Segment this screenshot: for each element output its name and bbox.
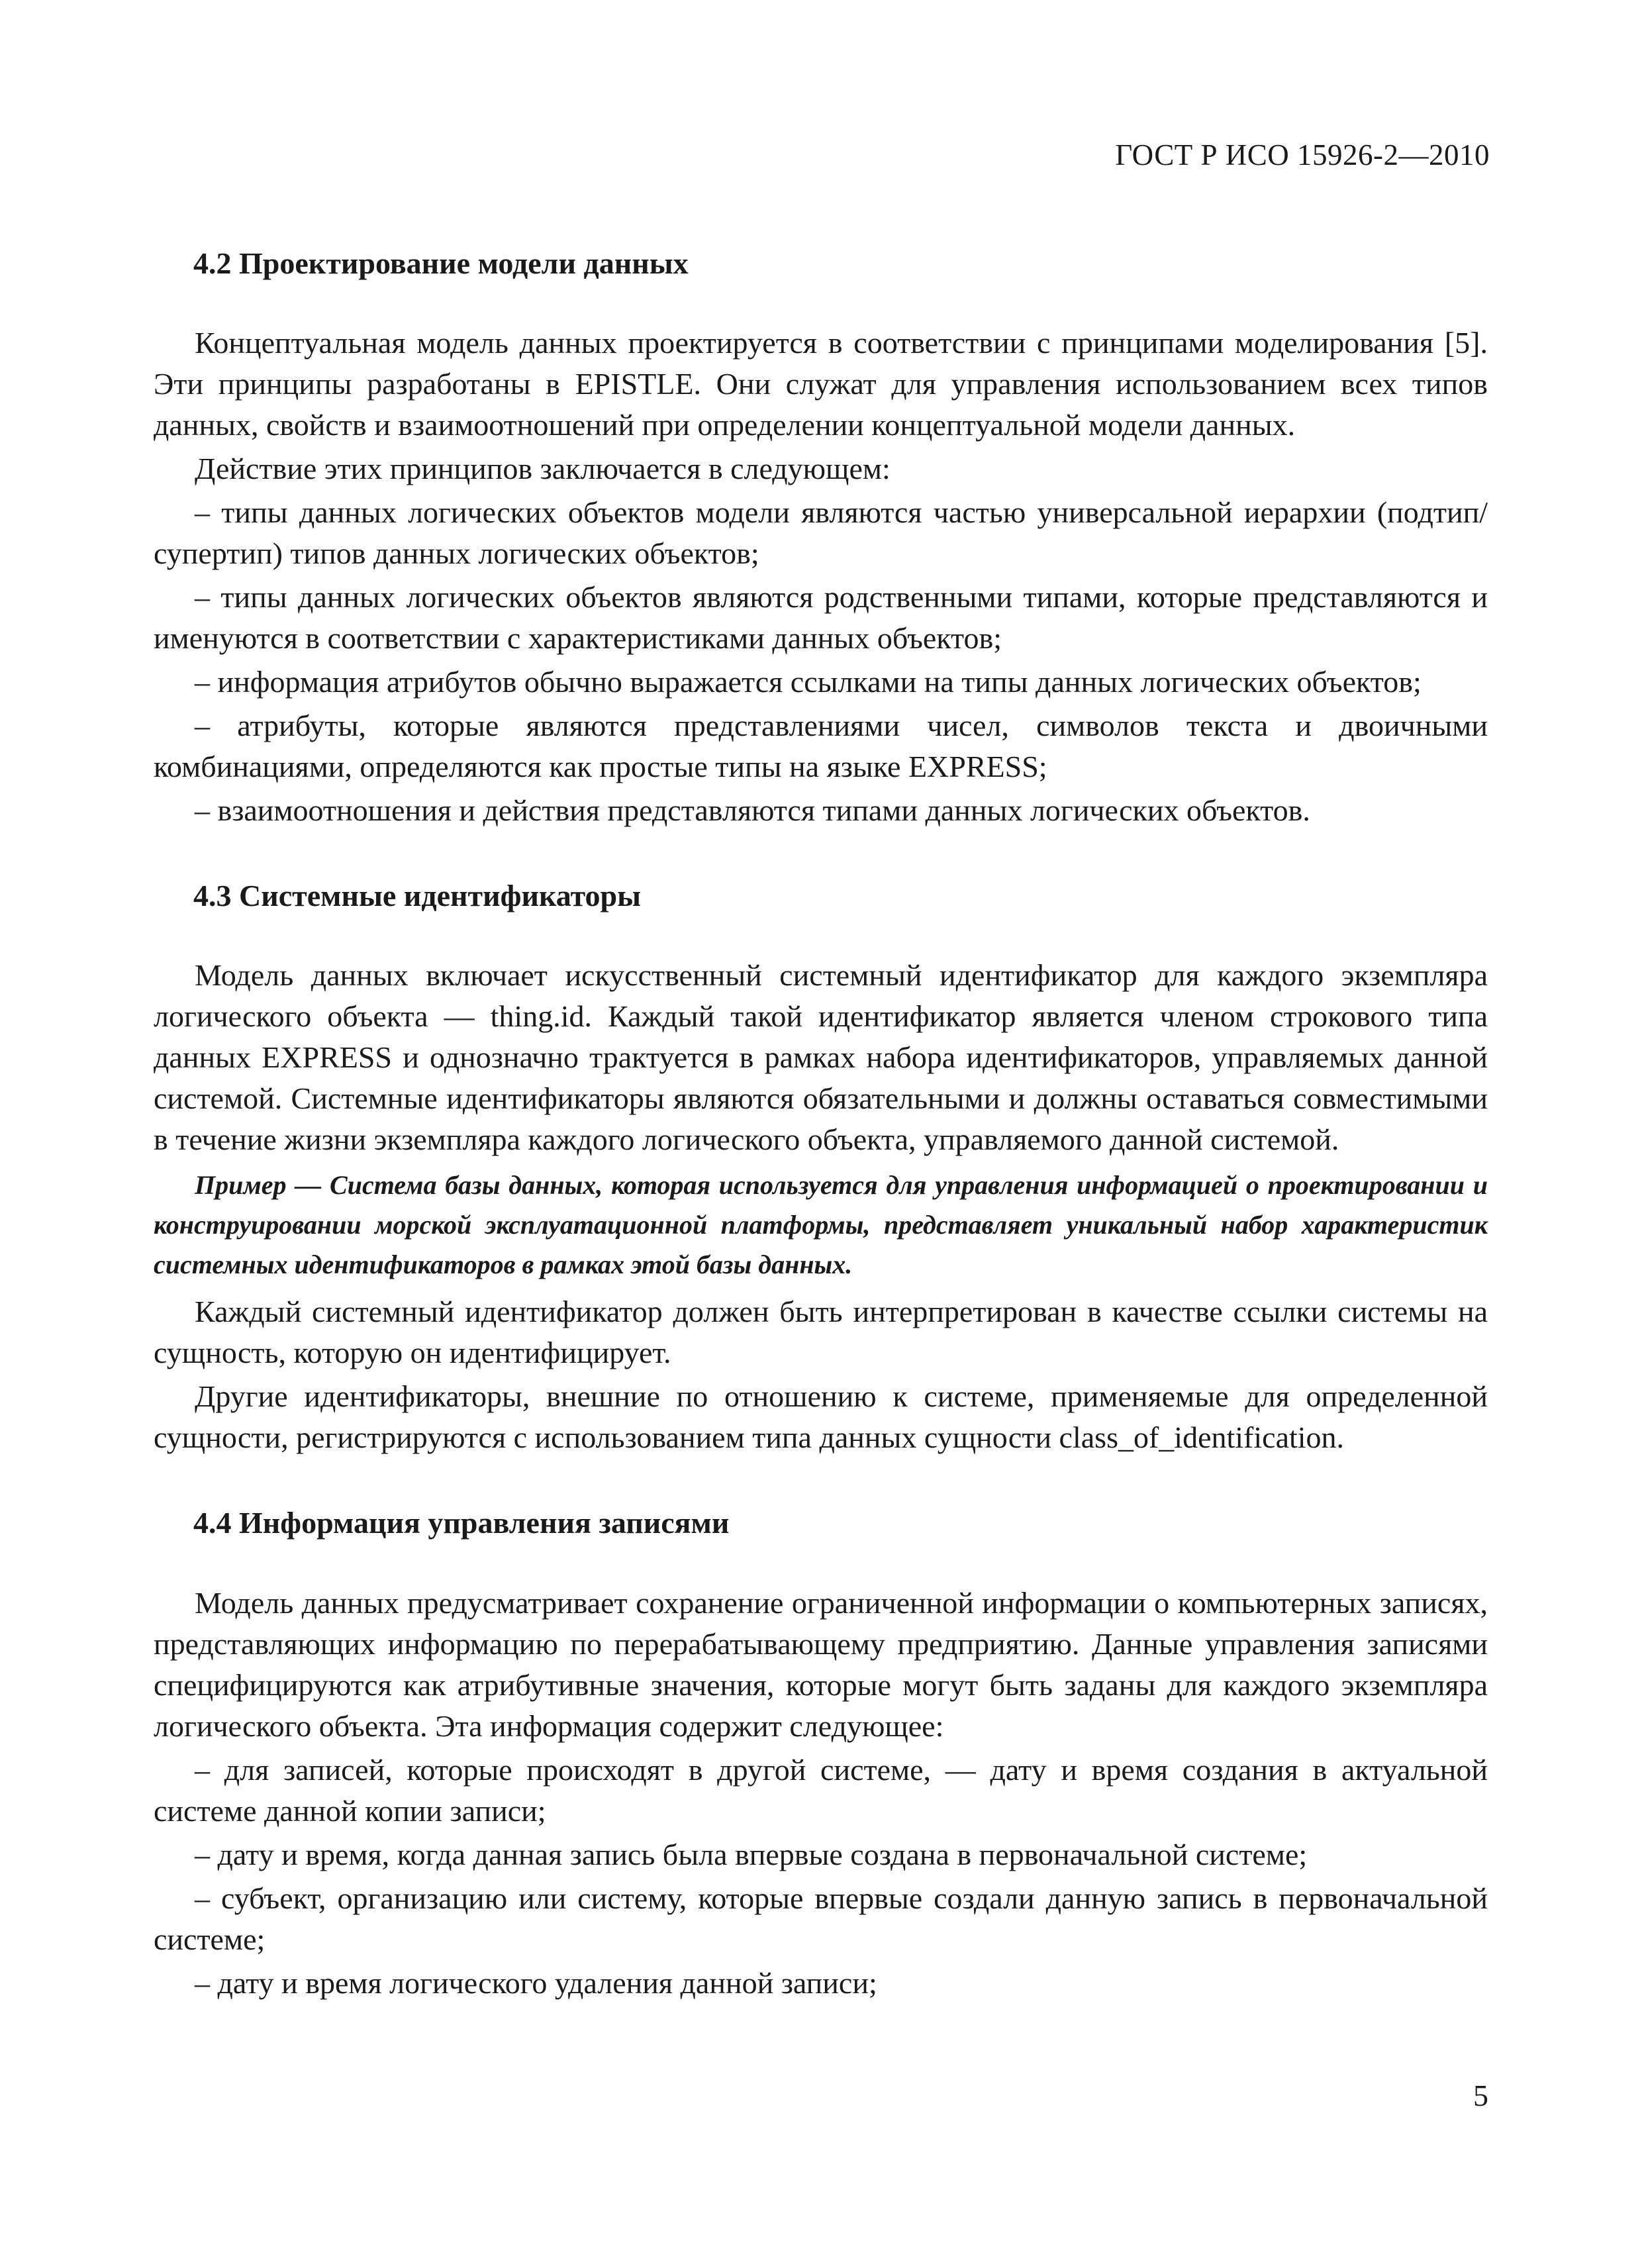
list-item: – дату и время, когда данная запись была впервые создана в первоначальной системе;: [195, 1837, 1308, 1871]
section-heading-4-4: 4.4 Информация управления записями: [193, 1506, 730, 1540]
example-note: Пример — Система базы данных, которая используется для управления информацией о проектировании и конструировании морской эксплуатационной платформы, представляет уникальный набор характеристик системных идентификаторов в рамках этой базы данных.: [154, 1170, 1488, 1280]
paragraph: Концептуальная модель данных проектируется в соответствии с принципами моделирования [5]. Эти принципы разработаны в EPISTLE. Они служат для управления использованием всех типов данных, свойств и взаимоотношений при определении концептуальной модели данных.: [154, 326, 1488, 442]
paragraph: Действие этих принципов заключается в следующем:: [195, 452, 891, 486]
paragraph: Другие идентификаторы, внешние по отношению к системе, применяемые для определенной сущности, регистрируются с использованием типа данных сущности class_of_identification.: [154, 1379, 1488, 1455]
list-item: – атрибуты, которые являются представлениями чисел, символов текста и двоичными комбинациями, определяются как простые типы на языке EXPRESS;: [154, 709, 1488, 784]
document-code: ГОСТ Р ИСО 15926-2—2010: [1115, 138, 1490, 172]
list-item: – взаимоотношения и действия представляются типами данных логических объектов.: [195, 793, 1310, 828]
list-item: – для записей, которые происходят в другой системе, — дату и время создания в актуальной системе данной копии записи;: [154, 1752, 1488, 1828]
section-heading-4-3: 4.3 Системные идентификаторы: [193, 879, 642, 913]
page-number: 5: [1473, 2079, 1488, 2112]
list-item: – информация атрибутов обычно выражается ссылками на типы данных логических объектов;: [195, 665, 1422, 699]
page-content: [154, 225, 1488, 2006]
list-item: – субъект, организацию или систему, которые впервые создали данную запись в первоначальной системе;: [154, 1881, 1488, 1956]
list-item: – типы данных логических объектов модели являются частью универсальной иерархии (подтип/супертип) типов данных логических объектов;: [154, 495, 1488, 571]
section-body-4-2: [154, 322, 1488, 831]
paragraph: Модель данных предусматривает сохранение ограниченной информации о компьютерных записях, представляющих информацию по перерабатывающему предприятию. Данные управления записями специфицируются как атрибутивные значения, которые могут быть заданы для каждого экземпляра логического объекта. Эта информация содержит следующее:: [154, 1585, 1488, 1743]
section-body-4-4: [154, 1583, 1488, 2004]
list-item: – типы данных логических объектов являются родственными типами, которые представляются и именуются в соответствии с характеристиками данных объектов;: [154, 580, 1488, 656]
paragraph: Модель данных включает искусственный системный идентификатор для каждого экземпляра логического объекта — thing.id. Каждый такой идентификатор является членом строкового типа данных EXPRESS и однозначно трактуется в рамках набора идентификаторов, управляемых данной системой. Системные идентификаторы являются обязательными и должны оставаться совместимыми в течение жизни экземпляра каждого логического объекта, управляемого данной системой.: [154, 958, 1488, 1157]
section-body-4-3: [154, 955, 1488, 1458]
section-heading-4-2: 4.2 Проектирование модели данных: [193, 246, 689, 280]
list-item: – дату и время логического удаления данной записи;: [195, 1965, 877, 2000]
paragraph: Каждый системный идентификатор должен быть интерпретирован в качестве ссылки системы на сущность, которую он идентифицирует.: [154, 1295, 1488, 1370]
